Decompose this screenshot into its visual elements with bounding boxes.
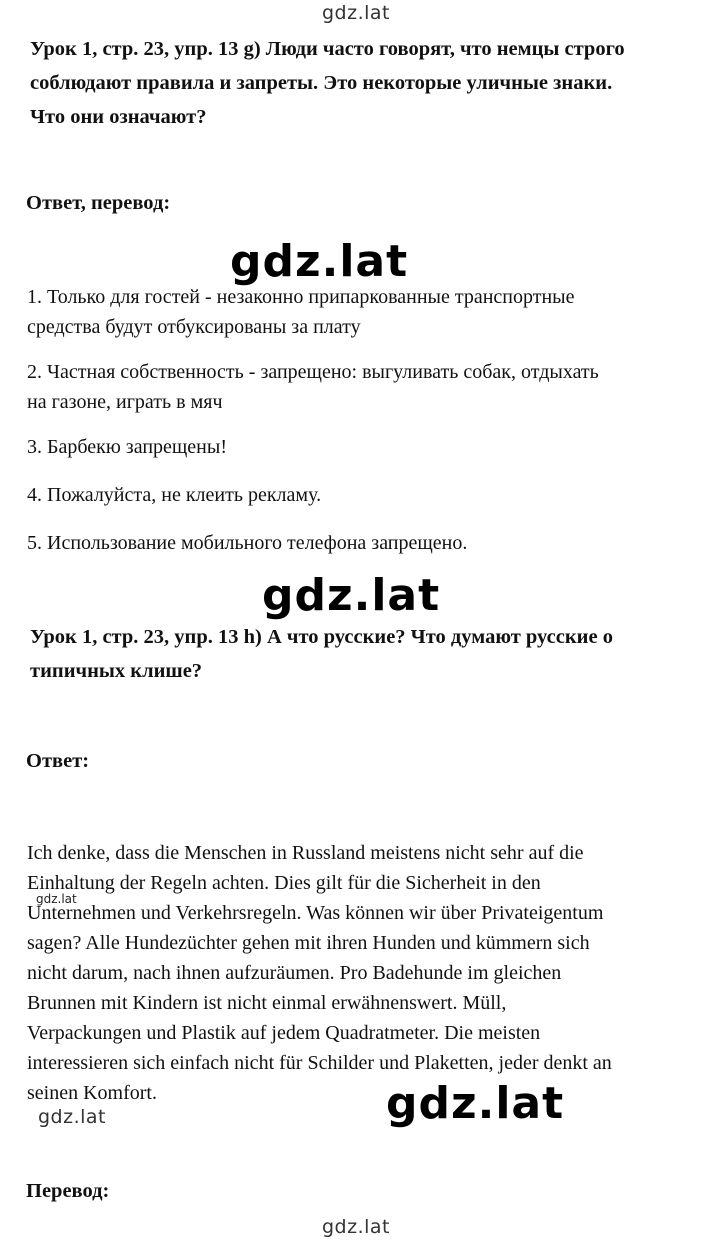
section-g-heading-line1: Урок 1, стр. 23, упр. 13 g) Люди часто говорят, что немцы строго [30, 38, 625, 60]
section-g-item-2-line1: 2. Частная собственность - запрещено: выгуливать собак, отдыхать [27, 361, 599, 383]
watermark-top: gdz.lat [322, 2, 391, 24]
section-g-item-1 [27, 282, 717, 342]
section-h-heading [30, 620, 710, 688]
section-g-item-1-line1: 1. Только для гостей - незаконно припаркованные транспортные [27, 286, 575, 308]
section-g-heading-line2: соблюдают правила и запреты. Это некоторые уличные знаки. [30, 72, 613, 94]
section-g-item-2 [27, 357, 717, 417]
section-g-heading [30, 32, 710, 134]
section-g-item-4: 4. Пожалуйста, не клеить рекламу. [27, 484, 322, 506]
section-g-answer-label: Ответ, перевод: [26, 192, 171, 214]
section-g-heading-line3: Что они означают? [30, 106, 207, 128]
watermark-small-left: gdz.lat [38, 1106, 107, 1128]
section-h-heading-line2: типичных клише? [30, 660, 203, 682]
section-g-item-5: 5. Использование мобильного телефона запрещено. [27, 532, 468, 554]
section-h-heading-line1: Урок 1, стр. 23, упр. 13 h) А что русские? Что думают русские о [30, 626, 613, 648]
watermark-big-2: gdz.lat [262, 570, 441, 621]
section-g-item-1-line2: средства будут отбуксированы за плату [27, 316, 361, 338]
section-h-translation-label: Перевод: [26, 1180, 110, 1202]
watermark-big-1: gdz.lat [230, 236, 409, 287]
section-g-item-3: 3. Барбекю запрещены! [27, 436, 227, 458]
watermark-bottom: gdz.lat [322, 1216, 391, 1238]
paragraph-line: nicht darum, nach ihnen aufzuräumen. Pro Badehunde im gleichen [27, 962, 562, 984]
paragraph-line: Brunnen mit Kindern ist nicht einmal erwähnenswert. Müll, [27, 992, 507, 1014]
paragraph-line: seinen Komfort. [27, 1082, 157, 1104]
paragraph-line: interessieren sich einfach nicht für Schilder und Plaketten, jeder denkt an [27, 1052, 612, 1074]
section-h-answer-label: Ответ: [26, 750, 90, 772]
section-g-item-2-line2: на газоне, играть в мяч [27, 391, 223, 413]
section-h-answer-paragraph [27, 838, 717, 1108]
paragraph-line: Ich denke, dass die Menschen in Russland meistens nicht sehr auf die [27, 842, 584, 864]
watermark-big-3: gdz.lat [386, 1078, 565, 1129]
paragraph-line: Einhaltung der Regeln achten. Dies gilt für die Sicherheit in den [27, 872, 541, 894]
paragraph-line: Unternehmen und Verkehrsregeln. Was können wir über Privateigentum [27, 902, 604, 924]
paragraph-line: Verpackungen und Plastik auf jedem Quadratmeter. Die meisten [27, 1022, 541, 1044]
watermark-tiny: gdz.lat [36, 892, 77, 906]
paragraph-line: sagen? Alle Hundezüchter gehen mit ihren Hunden und kümmern sich [27, 932, 590, 954]
